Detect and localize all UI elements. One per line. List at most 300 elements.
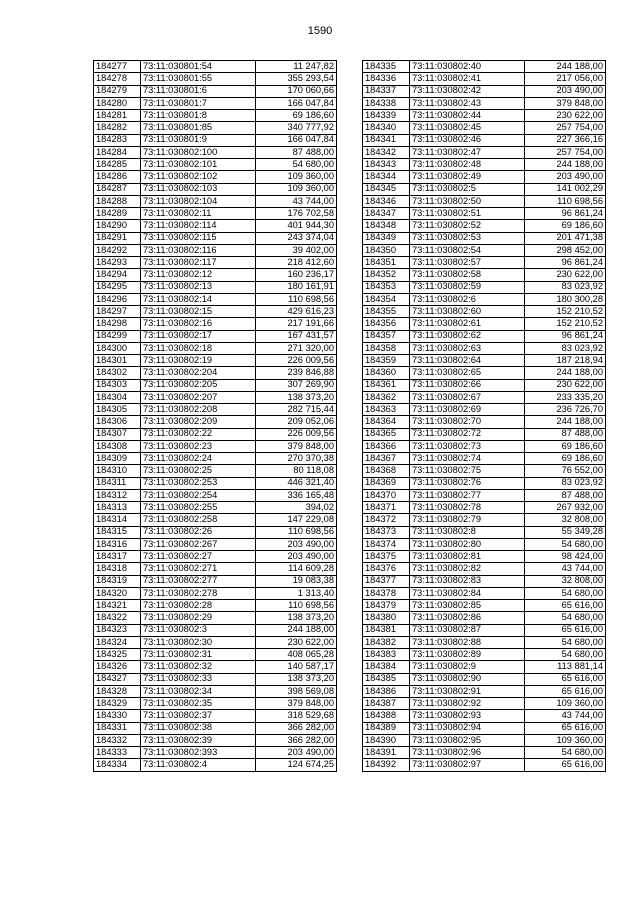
table-row — [94, 110, 337, 122]
table-row — [94, 477, 337, 489]
table-row — [363, 477, 606, 489]
record-number-cell: 184331 — [94, 722, 141, 734]
cadastral-number-cell: 73:11:030802:18 — [141, 342, 256, 354]
cadastral-number-cell: 73:11:030802:101 — [141, 159, 256, 171]
cadastral-number-cell: 73:11:030802:103 — [141, 183, 256, 195]
cadastral-number-cell: 73:11:030802:29 — [141, 612, 256, 624]
cadastral-number-cell: 73:11:030802:81 — [410, 551, 525, 563]
value-cell: 54 680,00 — [525, 612, 606, 624]
cadastral-number-cell: 73:11:030802:86 — [410, 612, 525, 624]
cadastral-number-cell: 73:11:030802:267 — [141, 538, 256, 550]
value-cell: 203 490,00 — [525, 171, 606, 183]
record-number-cell: 184302 — [94, 367, 141, 379]
table-row — [363, 636, 606, 648]
value-cell: 366 282,00 — [256, 734, 337, 746]
cadastral-number-cell: 73:11:030802:53 — [410, 232, 525, 244]
cadastral-number-cell: 73:11:030802:204 — [141, 367, 256, 379]
table-row — [94, 306, 337, 318]
record-number-cell: 184353 — [363, 281, 410, 293]
table-row — [94, 685, 337, 697]
cadastral-number-cell: 73:11:030802:50 — [410, 195, 525, 207]
table-row — [363, 281, 606, 293]
value-cell: 166 047,84 — [256, 97, 337, 109]
record-number-cell: 184327 — [94, 673, 141, 685]
table-row — [94, 183, 337, 195]
table-row — [363, 465, 606, 477]
table-row — [94, 367, 337, 379]
table-row — [363, 612, 606, 624]
cadastral-number-cell: 73:11:030802:16 — [141, 318, 256, 330]
page-number: 1590 — [307, 25, 333, 37]
record-number-cell: 184392 — [363, 759, 410, 771]
value-cell: 379 848,00 — [256, 440, 337, 452]
table-row — [363, 391, 606, 403]
value-cell: 180 300,28 — [525, 293, 606, 305]
table-row — [94, 489, 337, 501]
value-cell: 446 321,40 — [256, 477, 337, 489]
record-number-cell: 184323 — [94, 624, 141, 636]
cadastral-number-cell: 73:11:030802:6 — [410, 293, 525, 305]
value-cell: 43 744,00 — [256, 195, 337, 207]
cadastral-number-cell: 73:11:030802:208 — [141, 404, 256, 416]
table-row — [94, 698, 337, 710]
value-cell: 217 191,66 — [256, 318, 337, 330]
cadastral-number-cell: 73:11:030802:65 — [410, 367, 525, 379]
table-row — [94, 526, 337, 538]
value-cell: 226 009,56 — [256, 355, 337, 367]
table-row — [94, 269, 337, 281]
record-number-cell: 184300 — [94, 342, 141, 354]
table-row — [94, 440, 337, 452]
table-row — [94, 747, 337, 759]
value-cell: 138 373,20 — [256, 673, 337, 685]
record-number-cell: 184279 — [94, 85, 141, 97]
cadastral-number-cell: 73:11:030802:38 — [141, 722, 256, 734]
table-row — [94, 330, 337, 342]
table-row — [363, 379, 606, 391]
record-number-cell: 184319 — [94, 575, 141, 587]
cadastral-number-cell: 73:11:030802:42 — [410, 85, 525, 97]
table-row — [94, 195, 337, 207]
value-cell: 54 680,00 — [525, 649, 606, 661]
table-row — [363, 416, 606, 428]
table-row — [363, 624, 606, 636]
cadastral-number-cell: 73:11:030802:49 — [410, 171, 525, 183]
table-row — [363, 698, 606, 710]
record-number-cell: 184387 — [363, 698, 410, 710]
cadastral-number-cell: 73:11:030802:3 — [141, 624, 256, 636]
value-cell: 230 622,00 — [256, 636, 337, 648]
cadastral-number-cell: 73:11:030802:28 — [141, 600, 256, 612]
record-number-cell: 184379 — [363, 600, 410, 612]
cadastral-number-cell: 73:11:030802:54 — [410, 244, 525, 256]
record-number-cell: 184303 — [94, 379, 141, 391]
record-number-cell: 184337 — [363, 85, 410, 97]
table-row — [94, 159, 337, 171]
record-number-cell: 184330 — [94, 710, 141, 722]
record-number-cell: 184351 — [363, 257, 410, 269]
record-number-cell: 184355 — [363, 306, 410, 318]
value-cell: 244 188,00 — [525, 416, 606, 428]
table-row — [363, 318, 606, 330]
record-number-cell: 184293 — [94, 257, 141, 269]
value-cell: 76 552,00 — [525, 465, 606, 477]
cadastral-number-cell: 73:11:030801:7 — [141, 97, 256, 109]
cadastral-number-cell: 73:11:030802:92 — [410, 698, 525, 710]
cadastral-number-cell: 73:11:030802:67 — [410, 391, 525, 403]
record-number-cell: 184377 — [363, 575, 410, 587]
value-cell: 408 065,28 — [256, 649, 337, 661]
cadastral-number-cell: 73:11:030802:254 — [141, 489, 256, 501]
value-cell: 187 218,94 — [525, 355, 606, 367]
record-number-cell: 184360 — [363, 367, 410, 379]
value-cell: 80 118,08 — [256, 465, 337, 477]
record-number-cell: 184373 — [363, 526, 410, 538]
table-row — [94, 85, 337, 97]
cadastral-number-cell: 73:11:030802:82 — [410, 563, 525, 575]
record-number-cell: 184278 — [94, 73, 141, 85]
record-number-cell: 184286 — [94, 171, 141, 183]
record-number-cell: 184284 — [94, 146, 141, 158]
cadastral-number-cell: 73:11:030802:27 — [141, 551, 256, 563]
table-row — [363, 269, 606, 281]
record-number-cell: 184381 — [363, 624, 410, 636]
value-cell: 394,02 — [256, 502, 337, 514]
value-cell: 307 269,90 — [256, 379, 337, 391]
table-row — [94, 538, 337, 550]
table-row — [363, 440, 606, 452]
cadastral-number-cell: 73:11:030802:94 — [410, 722, 525, 734]
cadastral-number-cell: 73:11:030802:32 — [141, 661, 256, 673]
value-cell: 401 944,30 — [256, 220, 337, 232]
cadastral-number-cell: 73:11:030802:93 — [410, 710, 525, 722]
value-cell: 19 083,38 — [256, 575, 337, 587]
table-row — [363, 673, 606, 685]
value-cell: 257 754,00 — [525, 122, 606, 134]
record-number-cell: 184297 — [94, 306, 141, 318]
record-number-cell: 184310 — [94, 465, 141, 477]
table-row — [363, 575, 606, 587]
cadastral-number-cell: 73:11:030802:59 — [410, 281, 525, 293]
cadastral-number-cell: 73:11:030802:45 — [410, 122, 525, 134]
value-cell: 217 056,00 — [525, 73, 606, 85]
value-cell: 340 777,92 — [256, 122, 337, 134]
value-cell: 32 808,00 — [525, 514, 606, 526]
cadastral-number-cell: 73:11:030802:80 — [410, 538, 525, 550]
value-cell: 43 744,00 — [525, 710, 606, 722]
value-cell: 355 293,54 — [256, 73, 337, 85]
table-row — [363, 514, 606, 526]
cadastral-number-cell: 73:11:030802:77 — [410, 489, 525, 501]
cadastral-number-cell: 73:11:030802:9 — [410, 661, 525, 673]
value-cell: 69 186,60 — [525, 440, 606, 452]
value-cell: 230 622,00 — [525, 269, 606, 281]
record-number-cell: 184289 — [94, 208, 141, 220]
table-row — [363, 73, 606, 85]
table-row — [94, 722, 337, 734]
value-cell: 39 402,00 — [256, 244, 337, 256]
value-cell: 160 236,17 — [256, 269, 337, 281]
cadastral-number-cell: 73:11:030802:5 — [410, 183, 525, 195]
record-number-cell: 184363 — [363, 404, 410, 416]
record-number-cell: 184335 — [363, 61, 410, 73]
value-cell: 398 569,08 — [256, 685, 337, 697]
table-row — [363, 600, 606, 612]
cadastral-number-cell: 73:11:030802:277 — [141, 575, 256, 587]
table-row — [94, 465, 337, 477]
record-number-cell: 184339 — [363, 110, 410, 122]
value-cell: 203 490,00 — [256, 747, 337, 759]
cadastral-number-cell: 73:11:030802:43 — [410, 97, 525, 109]
value-cell: 54 680,00 — [525, 587, 606, 599]
record-number-cell: 184295 — [94, 281, 141, 293]
record-number-cell: 184380 — [363, 612, 410, 624]
cadastral-number-cell: 73:11:030802:33 — [141, 673, 256, 685]
record-number-cell: 184282 — [94, 122, 141, 134]
record-number-cell: 184358 — [363, 342, 410, 354]
value-cell: 209 052,06 — [256, 416, 337, 428]
cadastral-number-cell: 73:11:030802:78 — [410, 502, 525, 514]
cadastral-number-cell: 73:11:030802:393 — [141, 747, 256, 759]
cadastral-number-cell: 73:11:030802:35 — [141, 698, 256, 710]
table-row — [94, 134, 337, 146]
value-cell: 147 229,08 — [256, 514, 337, 526]
table-row — [94, 453, 337, 465]
table-row — [363, 722, 606, 734]
cadastral-number-cell: 73:11:030802:22 — [141, 428, 256, 440]
value-cell: 318 529,68 — [256, 710, 337, 722]
cadastral-number-cell: 73:11:030802:278 — [141, 587, 256, 599]
cadastral-number-cell: 73:11:030802:116 — [141, 244, 256, 256]
value-cell: 109 360,00 — [525, 734, 606, 746]
value-cell: 257 754,00 — [525, 146, 606, 158]
table-row — [94, 73, 337, 85]
cadastral-number-cell: 73:11:030802:62 — [410, 330, 525, 342]
value-cell: 65 616,00 — [525, 685, 606, 697]
cadastral-number-cell: 73:11:030802:23 — [141, 440, 256, 452]
cadastral-number-cell: 73:11:030802:205 — [141, 379, 256, 391]
cadastral-number-cell: 73:11:030802:117 — [141, 257, 256, 269]
value-cell: 244 188,00 — [525, 61, 606, 73]
record-number-cell: 184322 — [94, 612, 141, 624]
cadastral-number-cell: 73:11:030802:12 — [141, 269, 256, 281]
value-cell: 54 680,00 — [525, 538, 606, 550]
record-number-cell: 184314 — [94, 514, 141, 526]
record-number-cell: 184354 — [363, 293, 410, 305]
cadastral-number-cell: 73:11:030802:96 — [410, 747, 525, 759]
value-cell: 65 616,00 — [525, 600, 606, 612]
value-cell: 152 210,52 — [525, 318, 606, 330]
table-row — [363, 122, 606, 134]
cadastral-number-cell: 73:11:030802:73 — [410, 440, 525, 452]
record-number-cell: 184374 — [363, 538, 410, 550]
value-cell: 110 698,56 — [256, 526, 337, 538]
value-cell: 11 247,82 — [256, 61, 337, 73]
table-row — [94, 146, 337, 158]
cadastral-number-cell: 73:11:030802:209 — [141, 416, 256, 428]
record-number-cell: 184316 — [94, 538, 141, 550]
table-row — [94, 257, 337, 269]
value-cell: 109 360,00 — [525, 698, 606, 710]
record-number-cell: 184285 — [94, 159, 141, 171]
value-cell: 170 060,66 — [256, 85, 337, 97]
record-number-cell: 184346 — [363, 195, 410, 207]
cadastral-number-cell: 73:11:030802:258 — [141, 514, 256, 526]
record-number-cell: 184341 — [363, 134, 410, 146]
record-number-cell: 184287 — [94, 183, 141, 195]
value-cell: 109 360,00 — [256, 171, 337, 183]
table-row — [363, 171, 606, 183]
record-number-cell: 184386 — [363, 685, 410, 697]
value-cell: 83 023,92 — [525, 281, 606, 293]
record-number-cell: 184305 — [94, 404, 141, 416]
table-row — [363, 563, 606, 575]
value-cell: 267 932,00 — [525, 502, 606, 514]
record-number-cell: 184372 — [363, 514, 410, 526]
cadastral-number-cell: 73:11:030802:89 — [410, 649, 525, 661]
value-cell: 69 186,60 — [525, 453, 606, 465]
value-cell: 236 726,70 — [525, 404, 606, 416]
record-number-cell: 184391 — [363, 747, 410, 759]
value-cell: 201 471,38 — [525, 232, 606, 244]
cadastral-number-cell: 73:11:030802:13 — [141, 281, 256, 293]
value-cell: 109 360,00 — [256, 183, 337, 195]
cadastral-number-cell: 73:11:030802:44 — [410, 110, 525, 122]
cadastral-number-cell: 73:11:030802:102 — [141, 171, 256, 183]
cadastral-number-cell: 73:11:030802:19 — [141, 355, 256, 367]
table-row — [94, 600, 337, 612]
value-cell: 32 808,00 — [525, 575, 606, 587]
cadastral-number-cell: 73:11:030802:75 — [410, 465, 525, 477]
left-register-table — [93, 60, 337, 772]
value-cell: 114 609,28 — [256, 563, 337, 575]
record-number-cell: 184371 — [363, 502, 410, 514]
record-number-cell: 184365 — [363, 428, 410, 440]
record-number-cell: 184318 — [94, 563, 141, 575]
table-row — [94, 428, 337, 440]
record-number-cell: 184344 — [363, 171, 410, 183]
cadastral-number-cell: 73:11:030802:8 — [410, 526, 525, 538]
record-number-cell: 184345 — [363, 183, 410, 195]
record-number-cell: 184368 — [363, 465, 410, 477]
record-number-cell: 184299 — [94, 330, 141, 342]
cadastral-number-cell: 73:11:030802:100 — [141, 146, 256, 158]
cadastral-number-cell: 73:11:030802:95 — [410, 734, 525, 746]
cadastral-number-cell: 73:11:030802:47 — [410, 146, 525, 158]
value-cell: 138 373,20 — [256, 391, 337, 403]
value-cell: 96 861,24 — [525, 330, 606, 342]
value-cell: 83 023,92 — [525, 342, 606, 354]
value-cell: 65 616,00 — [525, 722, 606, 734]
cadastral-number-cell: 73:11:030802:64 — [410, 355, 525, 367]
table-row — [94, 661, 337, 673]
table-row — [363, 97, 606, 109]
record-number-cell: 184309 — [94, 453, 141, 465]
table-row — [94, 673, 337, 685]
cadastral-number-cell: 73:11:030802:88 — [410, 636, 525, 648]
table-row — [363, 710, 606, 722]
table-row — [363, 330, 606, 342]
value-cell: 244 188,00 — [256, 624, 337, 636]
record-number-cell: 184362 — [363, 391, 410, 403]
cadastral-number-cell: 73:11:030802:15 — [141, 306, 256, 318]
value-cell: 244 188,00 — [525, 159, 606, 171]
record-number-cell: 184369 — [363, 477, 410, 489]
record-number-cell: 184325 — [94, 649, 141, 661]
cadastral-number-cell: 73:11:030802:37 — [141, 710, 256, 722]
table-row — [94, 281, 337, 293]
cadastral-number-cell: 73:11:030802:48 — [410, 159, 525, 171]
cadastral-number-cell: 73:11:030802:24 — [141, 453, 256, 465]
record-number-cell: 184375 — [363, 551, 410, 563]
table-row — [94, 416, 337, 428]
value-cell: 203 490,00 — [256, 538, 337, 550]
value-cell: 113 881,14 — [525, 661, 606, 673]
table-row — [94, 514, 337, 526]
value-cell: 166 047,84 — [256, 134, 337, 146]
cadastral-number-cell: 73:11:030802:40 — [410, 61, 525, 73]
value-cell: 244 188,00 — [525, 367, 606, 379]
cadastral-number-cell: 73:11:030802:63 — [410, 342, 525, 354]
table-row — [363, 244, 606, 256]
right-register-table — [362, 60, 606, 772]
table-row — [94, 379, 337, 391]
table-row — [363, 649, 606, 661]
record-number-cell: 184311 — [94, 477, 141, 489]
value-cell: 54 680,00 — [525, 636, 606, 648]
record-number-cell: 184277 — [94, 61, 141, 73]
cadastral-number-cell: 73:11:030802:253 — [141, 477, 256, 489]
cadastral-number-cell: 73:11:030802:70 — [410, 416, 525, 428]
table-row — [94, 649, 337, 661]
table-row — [94, 355, 337, 367]
table-row — [363, 453, 606, 465]
table-row — [363, 134, 606, 146]
table-row — [363, 146, 606, 158]
value-cell: 65 616,00 — [525, 673, 606, 685]
value-cell: 83 023,92 — [525, 477, 606, 489]
record-number-cell: 184382 — [363, 636, 410, 648]
value-cell: 110 698,56 — [256, 293, 337, 305]
value-cell: 203 490,00 — [525, 85, 606, 97]
value-cell: 110 698,56 — [525, 195, 606, 207]
table-row — [94, 563, 337, 575]
record-number-cell: 184385 — [363, 673, 410, 685]
value-cell: 226 009,56 — [256, 428, 337, 440]
value-cell: 96 861,24 — [525, 257, 606, 269]
value-cell: 270 370,38 — [256, 453, 337, 465]
record-number-cell: 184349 — [363, 232, 410, 244]
table-row — [94, 624, 337, 636]
table-row — [363, 220, 606, 232]
cadastral-number-cell: 73:11:030802:72 — [410, 428, 525, 440]
record-number-cell: 184313 — [94, 502, 141, 514]
table-row — [363, 183, 606, 195]
record-number-cell: 184326 — [94, 661, 141, 673]
table-row — [94, 734, 337, 746]
value-cell: 203 490,00 — [256, 551, 337, 563]
table-row — [94, 502, 337, 514]
table-row — [363, 502, 606, 514]
table-row — [94, 220, 337, 232]
value-cell: 110 698,56 — [256, 600, 337, 612]
value-cell: 96 861,24 — [525, 208, 606, 220]
table-row — [94, 122, 337, 134]
table-row — [363, 85, 606, 97]
table-row — [363, 587, 606, 599]
cadastral-number-cell: 73:11:030801:54 — [141, 61, 256, 73]
cadastral-number-cell: 73:11:030802:26 — [141, 526, 256, 538]
